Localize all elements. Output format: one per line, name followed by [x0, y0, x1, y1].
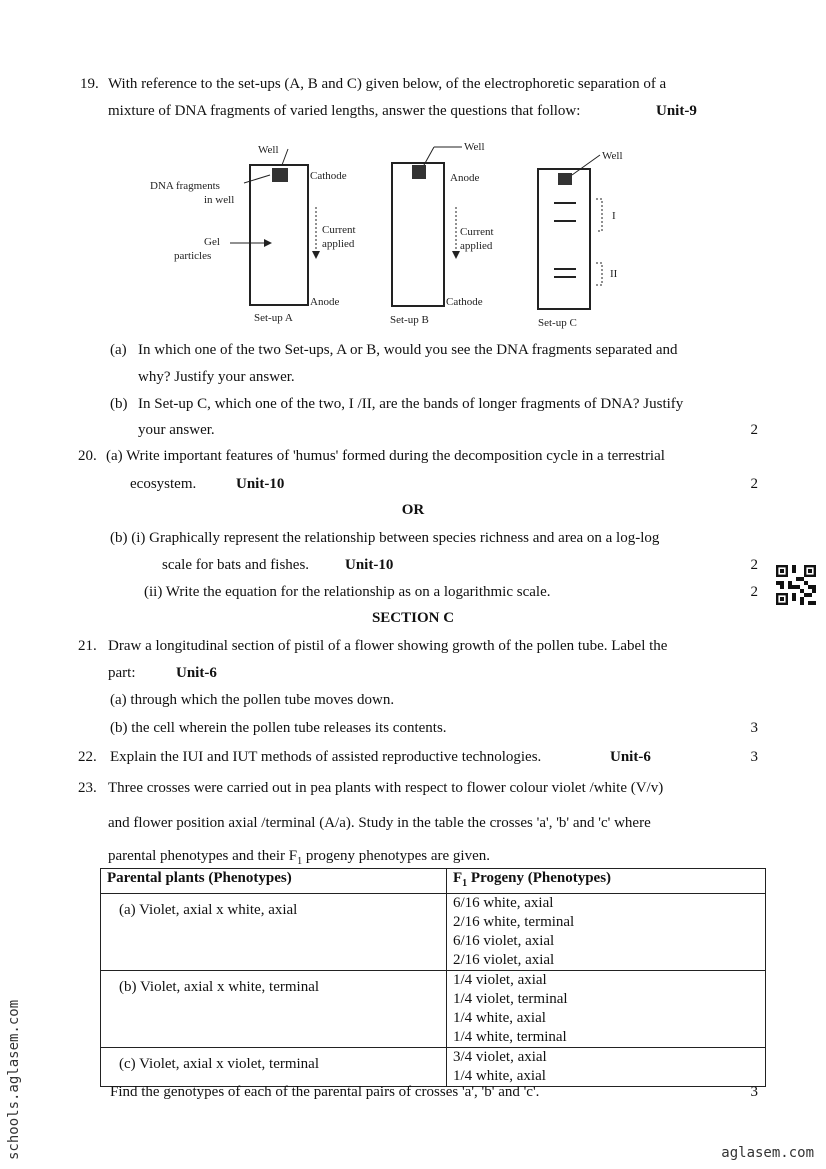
q19-unit: Unit-9 — [656, 103, 697, 119]
q23-footer: Find the genotypes of each of the parental pairs of crosses 'a', 'b' and 'c'. — [110, 1084, 540, 1100]
q23-number: 23. — [78, 780, 97, 796]
table-row — [101, 971, 766, 1048]
q20-number: 20. — [78, 448, 97, 464]
q23-marks: 3 — [750, 1084, 758, 1100]
q22-marks: 3 — [750, 749, 758, 765]
setup-b-current-label-2: applied — [460, 240, 493, 252]
setup-b — [390, 141, 494, 326]
q21a-text: (a) through which the pollen tube moves down. — [110, 692, 395, 708]
setup-a-dna-label-2: in well — [204, 194, 235, 206]
q23-text-line1: Three crosses were carried out in pea plants with respect to flower colour violet /white (V/v) — [108, 780, 664, 796]
q20a-text-line1: (a) Write important features of 'humus' formed during the decomposition cycle in a terrestrial — [106, 448, 665, 464]
electrophoresis-diagram — [140, 135, 660, 335]
q20b-text-line2: scale for bats and fishes. — [162, 557, 310, 573]
q21b-text: (b) the cell wherein the pollen tube releases its contents. — [110, 720, 447, 736]
q20bii-text: (ii) Write the equation for the relationship as on a logarithmic scale. — [144, 584, 551, 600]
q20b-unit: Unit-10 — [345, 557, 394, 573]
q21-marks: 3 — [750, 720, 758, 736]
q22-unit: Unit-6 — [610, 749, 651, 765]
cross-c-parents: (c) Violet, axial x violet, terminal — [101, 1048, 447, 1087]
q20a-text-line2: ecosystem. — [130, 476, 197, 492]
q20-or: OR — [401, 502, 425, 518]
bottom-watermark: aglasem.com — [721, 1145, 814, 1161]
q19a-text-line1: In which one of the two Set-ups, A or B, would you see the DNA fragments separated and — [138, 342, 678, 358]
setup-c-caption: Set-up C — [538, 317, 577, 329]
q23-text-line2: and flower position axial /terminal (A/a). Study in the table the crosses 'a', 'b' and 'c' where — [108, 815, 651, 831]
q19-text-line2: mixture of DNA fragments of varied lengths, answer the questions that follow: — [108, 103, 581, 119]
table-row — [101, 894, 766, 971]
q21-text-line2: part: — [108, 665, 136, 681]
q19a-label: (a) — [110, 342, 127, 358]
q21-unit: Unit-6 — [176, 665, 217, 681]
setup-a-well-label: Well — [258, 144, 279, 156]
cross-a-parents: (a) Violet, axial x white, axial — [101, 894, 447, 971]
q22-text: Explain the IUI and IUT methods of assisted reproductive technologies. — [110, 749, 542, 765]
q19-marks: 2 — [750, 422, 758, 438]
setup-a-gel-label-1: Gel — [204, 236, 220, 248]
setup-a-cathode-label: Cathode — [310, 170, 347, 182]
setup-b-caption: Set-up B — [390, 314, 429, 326]
setup-b-current-label-1: Current — [460, 226, 494, 238]
qr-code-icon — [776, 565, 816, 605]
setup-a — [150, 144, 356, 324]
q23-text-line3: parental phenotypes and their $F_1$ progeny phenotypes are given. — [108, 848, 490, 867]
cross-b-progeny: 1/4 violet, axial 1/4 violet, terminal 1/4 white, axial 1/4 white, terminal — [447, 971, 766, 1048]
q20b-marks: 2 — [750, 557, 758, 573]
setup-c-well-label: Well — [602, 150, 623, 162]
cross-a-progeny: 6/16 white, axial 2/16 white, terminal 6/16 violet, axial 2/16 violet, axial — [447, 894, 766, 971]
setup-b-well-label: Well — [464, 141, 485, 153]
table-header-parental: Parental plants (Phenotypes) — [101, 869, 447, 894]
q19-text-line1: With reference to the set-ups (A, B and C) given below, of the electrophoretic separation of a — [108, 76, 667, 92]
setup-a-caption: Set-up A — [254, 312, 293, 324]
section-c-heading: SECTION C — [371, 610, 455, 626]
table-header-row — [101, 869, 766, 894]
q20b-text-line1: (b) (i) Graphically represent the relationship between species richness and area on a log-log — [110, 530, 660, 546]
setup-a-dna-label-1: DNA fragments — [150, 180, 220, 192]
q19-number: 19. — [80, 76, 99, 92]
setup-c-band-i-label: I — [612, 210, 616, 222]
setup-a-gel-label-2: particles — [174, 250, 212, 262]
setup-c — [538, 150, 623, 329]
q19b-label: (b) — [110, 396, 128, 412]
setup-a-anode-label: Anode — [310, 296, 340, 308]
side-watermark: schools.aglasem.com — [6, 999, 22, 1160]
setup-c-band-ii-label: II — [610, 268, 618, 280]
crosses-table — [100, 868, 766, 1087]
table-header-progeny: $F_1$ Progeny (Phenotypes) — [447, 869, 766, 894]
q19b-text-line1: In Set-up C, which one of the two, I /II, are the bands of longer fragments of DNA? Justify — [138, 396, 684, 412]
q20a-unit: Unit-10 — [236, 476, 285, 492]
q22-number: 22. — [78, 749, 97, 765]
q20bii-marks: 2 — [750, 584, 758, 600]
cross-c-progeny: 3/4 violet, axial 1/4 white, axial — [447, 1048, 766, 1087]
q19b-text-line2: your answer. — [138, 422, 215, 438]
cross-b-parents: (b) Violet, axial x white, terminal — [101, 971, 447, 1048]
q21-text-line1: Draw a longitudinal section of pistil of a flower showing growth of the pollen tube. Label the — [108, 638, 668, 654]
q21-number: 21. — [78, 638, 97, 654]
setup-a-current-label-1: Current — [322, 224, 356, 236]
q19a-text-line2: why? Justify your answer. — [138, 369, 295, 385]
setup-a-current-label-2: applied — [322, 238, 355, 250]
table-row — [101, 1048, 766, 1087]
setup-b-anode-label: Anode — [450, 172, 480, 184]
q20a-marks: 2 — [750, 476, 758, 492]
setup-b-cathode-label: Cathode — [446, 296, 483, 308]
